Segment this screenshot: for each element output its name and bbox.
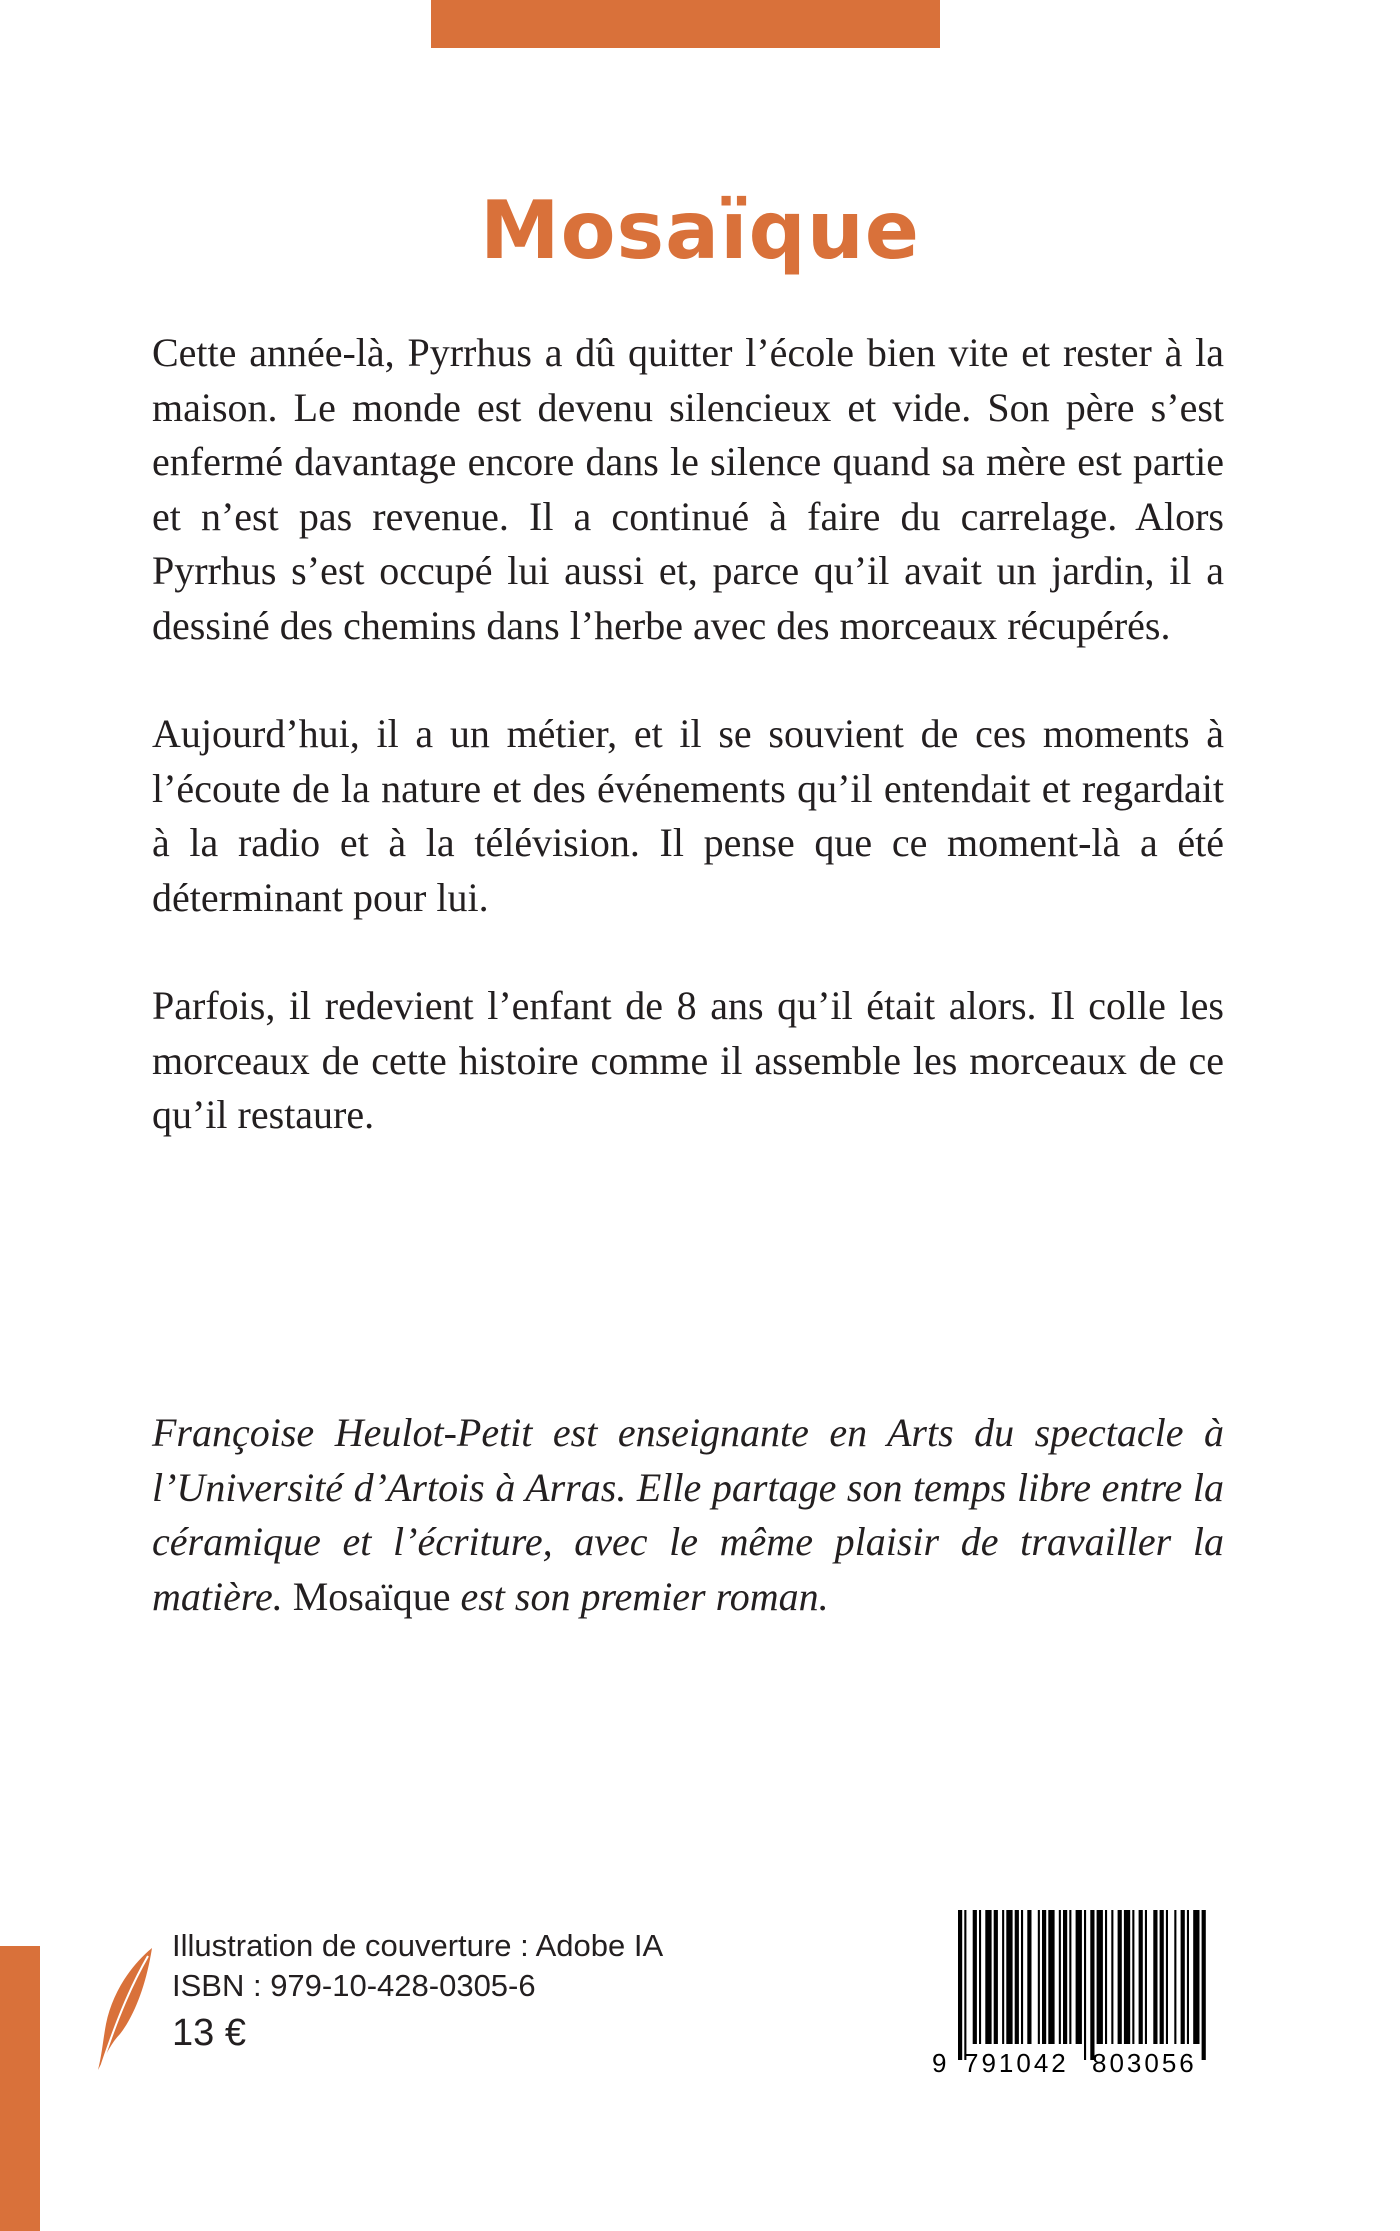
back-cover-blurb — [152, 326, 1224, 1197]
barcode-bar — [985, 1910, 991, 2044]
barcode-bar — [1124, 1910, 1130, 2044]
barcode-bar — [1139, 1910, 1143, 2044]
barcode-bar — [964, 1910, 966, 2060]
top-accent-band — [431, 0, 940, 48]
barcode-bar — [958, 1910, 962, 2060]
barcode-bar — [1015, 1910, 1019, 2044]
barcode-bar — [973, 1910, 977, 2044]
author-bio-text: Françoise Heulot-Petit est enseignante en Arts du spectacle à l’Université d’Artois à Arras. Elle partage son temps libre entre la céramique et l’écriture, avec le même plaisir de travailler la matière. — [152, 1410, 1224, 1619]
price: 13 € — [172, 2012, 246, 2054]
author-bio — [152, 1406, 1224, 1624]
barcode-bar — [1059, 1910, 1061, 2044]
barcode-group-left: 791042 — [964, 2048, 1069, 2078]
barcode-bar — [994, 1910, 998, 2044]
barcode-bar — [1021, 1910, 1023, 2044]
barcode-bar — [1166, 1910, 1168, 2044]
barcode-bar — [1090, 1910, 1094, 2060]
barcode-bar — [979, 1910, 981, 2044]
barcode-bar — [1084, 1910, 1086, 2060]
barcode-bar — [1105, 1910, 1107, 2044]
barcode-bar — [1160, 1910, 1164, 2044]
barcode-bar — [1181, 1910, 1185, 2044]
barcode-bars — [958, 1910, 1206, 2060]
barcode-bar — [1038, 1910, 1040, 2044]
author-bio-book-title: Mosaïque — [292, 1573, 451, 1619]
barcode-bar — [1069, 1910, 1071, 2044]
barcode-bar — [1187, 1910, 1189, 2044]
barcode-bar — [1076, 1910, 1082, 2044]
barcode-bar — [1202, 1910, 1206, 2060]
barcode-bar — [1132, 1910, 1134, 2044]
side-accent-band — [0, 1946, 40, 2231]
illustration-credit: Illustration de couverture : Adobe IA — [172, 1928, 664, 1963]
barcode-bar — [1118, 1910, 1122, 2044]
blurb-paragraph-2: Aujourd’hui, il a un métier, et il se souvient de ces moments à l’écoute de la nature et des événements qu’il entendait et regardait à la radio et à la télévision. Il pense que ce moment-là a été déterminant pour lui. — [152, 711, 1224, 920]
credits-block — [172, 1926, 663, 2058]
barcode-bar — [1153, 1910, 1157, 2044]
blurb-paragraph-1: Cette année-là, Pyrrhus a dû quitter l’école bien vite et rester à la maison. Le monde est devenu silencieux et vide. Son père s’est enfermé davantage encore dans le silence quand sa mère est partie et n’est pas revenue. Il a continué à faire du carrelage. Alors Pyrrhus s’est occupé lui aussi et, parce qu’il avait un jardin, il a dessiné des chemins dans l’herbe avec des morceaux récupérés. — [152, 330, 1224, 648]
blurb-paragraph-3: Parfois, il redevient l’enfant de 8 ans qu’il était alors. Il colle les morceaux de cette histoire comme il assemble les morceaux de ce qu’il restaure. — [152, 983, 1224, 1137]
barcode-bar — [1048, 1910, 1054, 2044]
barcode-bar — [1006, 1910, 1012, 2044]
barcode-bar — [1002, 1910, 1004, 2044]
barcode-bar — [1193, 1910, 1199, 2044]
barcode-bar — [1097, 1910, 1103, 2044]
barcode-group-right: 803056 — [1092, 2048, 1197, 2078]
barcode-bar — [1027, 1910, 1031, 2044]
barcode-bar — [1042, 1910, 1046, 2044]
barcode-bar — [1145, 1910, 1147, 2044]
barcode-bar — [1111, 1910, 1113, 2044]
feather-icon — [96, 1946, 154, 2072]
author-bio-text-end: est son premier roman. — [450, 1573, 829, 1619]
barcode-icon — [928, 1910, 1218, 2080]
isbn-text: ISBN : 979-10-428-0305-6 — [172, 1968, 536, 2003]
book-title: Mosaïque — [479, 183, 921, 277]
barcode-bar — [1174, 1910, 1176, 2044]
barcode-bar — [1063, 1910, 1067, 2044]
barcode-digit-first: 9 — [932, 2048, 947, 2078]
